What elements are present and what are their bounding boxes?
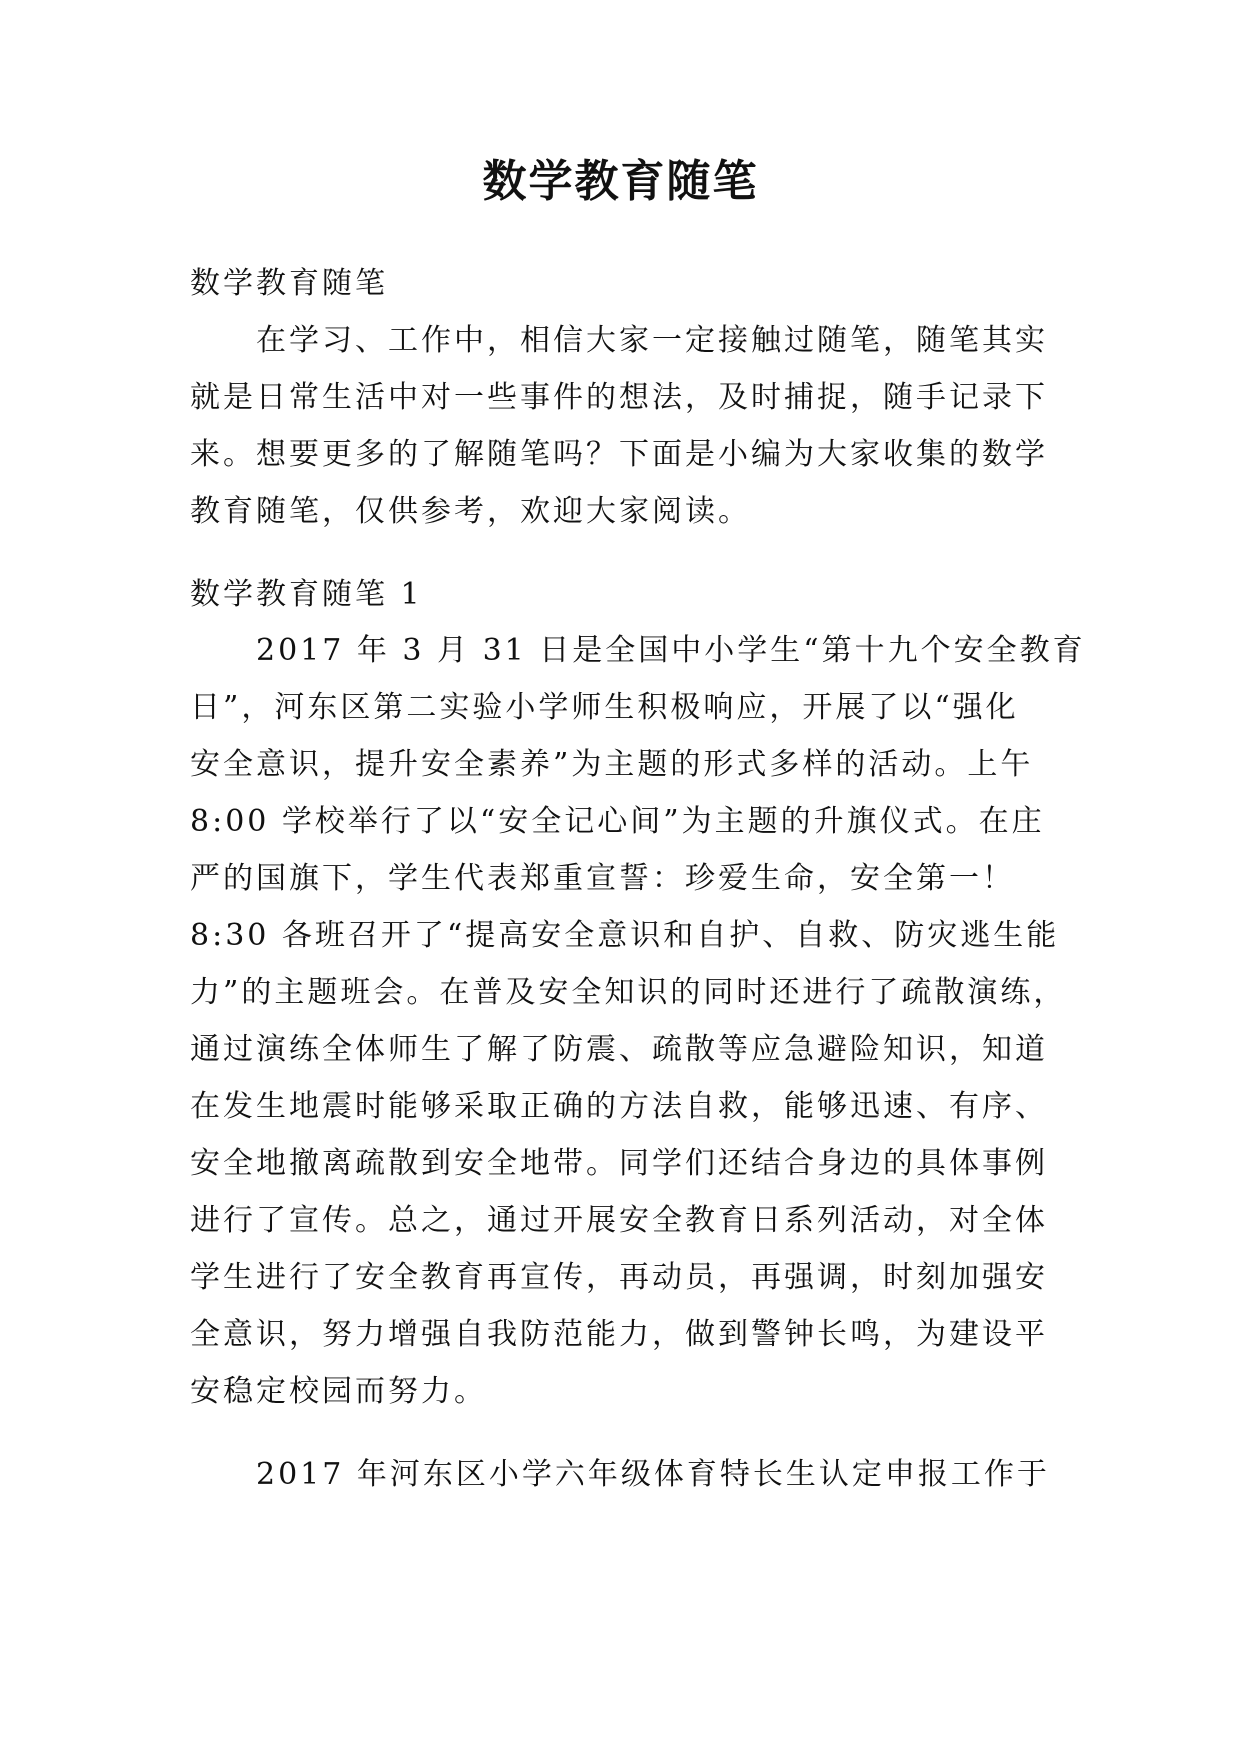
intro-line: 教育随笔，仅供参考，欢迎大家阅读。 [190, 494, 751, 529]
intro-line: 就是日常生活中对一些事件的想法，及时捕捉，随手记录下 [190, 380, 1048, 415]
section1-paragraph [190, 622, 1086, 1420]
paragraph-line: 在发生地震时能够采取正确的方法自救，能够迅速、有序、 [190, 1089, 1048, 1124]
paragraph-line: 全意识，努力增强自我防范能力，做到警钟长鸣，为建设平 [190, 1317, 1048, 1352]
intro-line: 在学习、工作中，相信大家一定接触过随笔，随笔其实 [256, 323, 1048, 358]
paragraph-line: 安全地撤离疏散到安全地带。同学们还结合身边的具体事例 [190, 1146, 1048, 1181]
paragraph-line: 安全意识，提升安全素养”为主题的形式多样的活动。上午 [190, 747, 1034, 782]
paragraph-line: 2017 年 3 月 31 日是全国中小学生“第十九个安全教育 [256, 633, 1086, 668]
intro-line: 来。想要更多的了解随笔吗？下面是小编为大家收集的数学 [190, 437, 1048, 472]
paragraph-line: 进行了宣传。总之，通过开展安全教育日系列活动，对全体 [190, 1203, 1048, 1238]
paragraph-line: 严的国旗下，学生代表郑重宣誓：珍爱生命，安全第一！ [190, 861, 1015, 896]
subtitle: 数学教育随笔 [190, 266, 388, 301]
paragraph-line: 力”的主题班会。在普及安全知识的同时还进行了疏散演练， [190, 975, 1067, 1010]
paragraph-line: 通过演练全体师生了解了防震、疏散等应急避险知识，知道 [190, 1032, 1048, 1067]
next-paragraph [190, 1446, 1050, 1503]
paragraph-line: 8:00 学校举行了以“安全记心间”为主题的升旗仪式。在庄 [190, 804, 1045, 839]
paragraph-line: 安稳定校园而努力。 [190, 1374, 487, 1409]
intro-paragraph [190, 312, 1050, 540]
section-heading: 数学教育随笔 1 [190, 577, 423, 612]
paragraph-line: 学生进行了安全教育再宣传，再动员，再强调，时刻加强安 [190, 1260, 1048, 1295]
paragraph-line: 8:30 各班召开了“提高安全意识和自护、自救、防灾逃生能 [190, 918, 1060, 953]
paragraph-line: 日”，河东区第二实验小学师生积极响应，开展了以“强化 [190, 690, 1019, 725]
paragraph-line: 2017 年河东区小学六年级体育特长生认定申报工作于 [256, 1457, 1050, 1492]
document-title: 数学教育随笔 [482, 156, 759, 207]
